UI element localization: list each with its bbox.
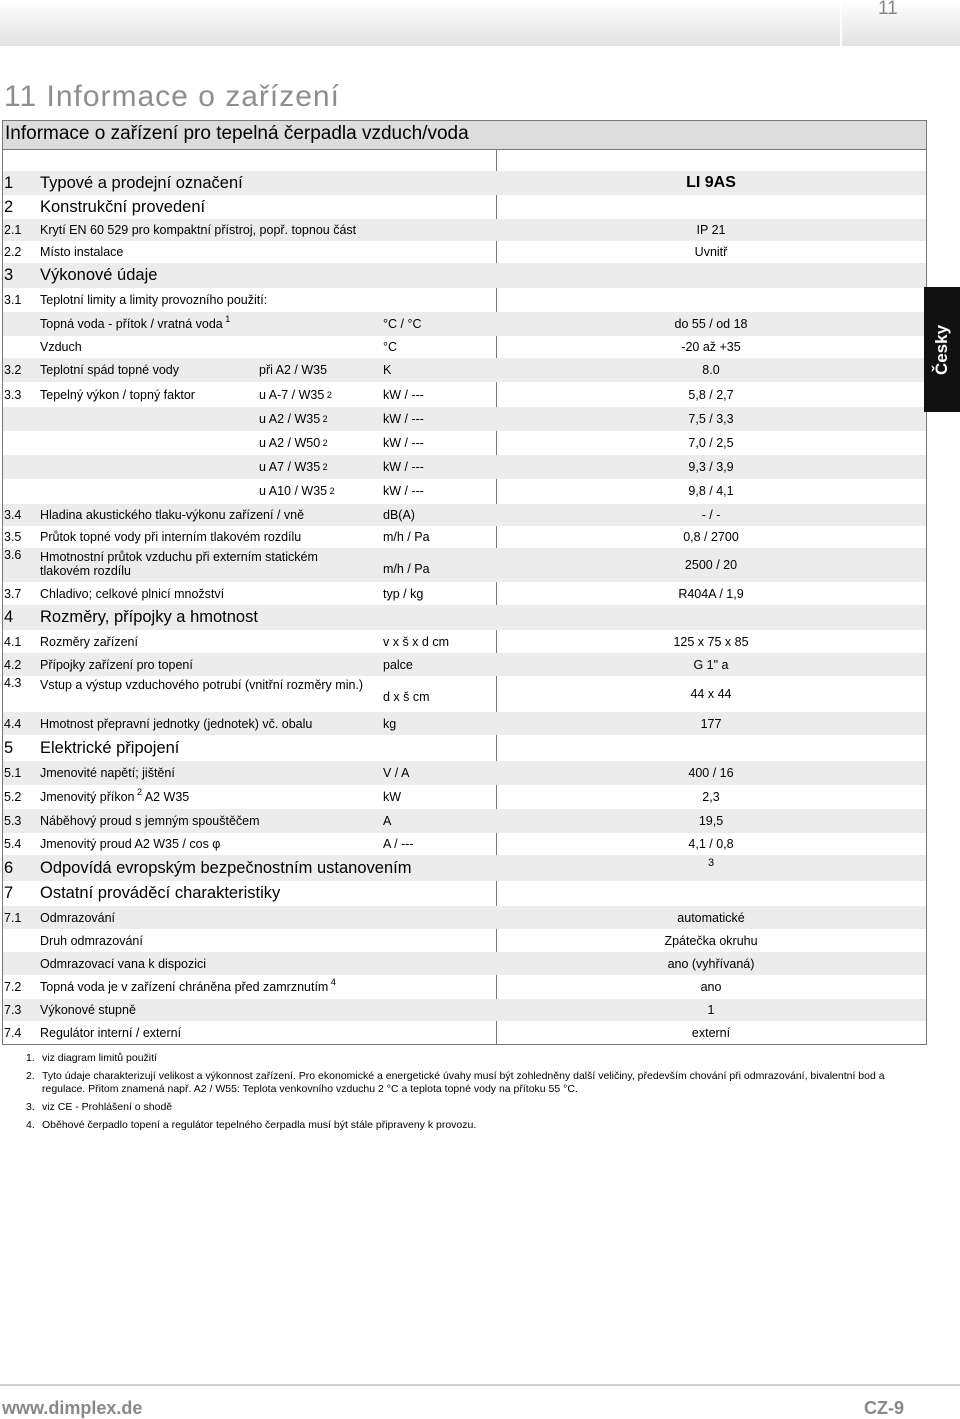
row-number: 3 [4, 266, 14, 284]
table-row [3, 382, 926, 407]
row-label-text: Odmrazovací vana k dispozici [40, 956, 207, 971]
row-label [40, 382, 195, 407]
row-number: 6 [4, 858, 14, 877]
row-label-text: Odmrazování [40, 910, 116, 925]
row-unit: A [383, 814, 392, 828]
row-label [40, 219, 356, 241]
row-label [40, 833, 220, 855]
row-unit: kg [383, 716, 397, 731]
footnote-number: 1. [26, 1052, 35, 1064]
row-label [40, 548, 370, 582]
row-value: 19,5 [698, 814, 724, 828]
table-title: Informace o zařízení pro tepelná čerpadla vzduch/voda [5, 123, 469, 144]
row-number: 3.2 [4, 363, 22, 377]
row-label-text: Regulátor interní / externí [40, 1025, 182, 1040]
row-number: 7.2 [4, 980, 22, 994]
row-label [40, 881, 280, 906]
row-label [40, 336, 82, 358]
row-unit: A / --- [383, 837, 414, 851]
table-row [3, 630, 926, 653]
row-unit: dB(A) [383, 508, 415, 522]
row-label [40, 526, 301, 548]
footnote-number: 2. [26, 1070, 35, 1082]
page-header-band [0, 0, 960, 46]
table-row [3, 735, 926, 761]
row-label [40, 241, 123, 263]
row-label [40, 785, 189, 809]
row-label [40, 809, 260, 833]
row-label-text: Vzduch [40, 340, 82, 354]
table-row [3, 504, 926, 526]
table-row [3, 358, 926, 382]
row-label-text: Tepelný výkon / topný faktor [40, 387, 195, 402]
footnote-number: 4. [26, 1119, 35, 1131]
table-row [3, 582, 926, 605]
row-label-text: Chladivo; celkové plnicí množství [40, 586, 225, 601]
footer-url[interactable]: www.dimplex.de [2, 1398, 143, 1418]
row-number: 4.2 [4, 657, 22, 672]
row-unit: kW / --- [383, 460, 424, 474]
row-condition: u A2 / W50 2 [259, 436, 328, 450]
table-row [3, 855, 926, 881]
row-number: 7 [4, 884, 14, 902]
row-condition [259, 358, 327, 382]
row-value: G 1" a [693, 657, 729, 672]
row-label [40, 312, 230, 336]
row-number: 1 [4, 173, 14, 192]
row-label [40, 999, 136, 1021]
row-unit: K [383, 363, 392, 377]
row-label [40, 195, 205, 219]
row-label [40, 582, 224, 605]
row-label [40, 504, 304, 526]
row-number: 3.1 [4, 293, 22, 307]
footnote-text: Oběhové čerpadlo topení a regulátor tepelného čerpadla musí být stále připraveny k provozu. [42, 1119, 477, 1131]
table-title-bar [3, 121, 926, 150]
row-label-text: Hladina akustického tlaku-výkonu zařízení / vně [40, 508, 305, 522]
table-row [3, 833, 926, 855]
row-value: 44 x 44 [690, 687, 732, 701]
row-value: LI 9AS [686, 174, 736, 191]
row-condition: u A-7 / W35 2 [259, 387, 332, 402]
row-value: 125 x 75 x 85 [673, 634, 749, 649]
row-value: 3 [707, 857, 715, 869]
row-value: 7,0 / 2,5 [688, 436, 734, 450]
row-value: Zpátečka okruhu [664, 933, 758, 948]
table-row [3, 479, 926, 503]
row-number: 5.3 [4, 814, 22, 828]
row-number: 3.7 [4, 586, 22, 601]
footer-page-code: CZ-9 [864, 1398, 904, 1418]
row-label [40, 712, 312, 735]
row-label-text: Jmenovitý proud A2 W35 / cos φ [40, 837, 221, 851]
page-number: 11 [878, 0, 898, 19]
row-label [40, 906, 115, 929]
row-value: -20 až +35 [681, 340, 741, 354]
row-unit: typ / kg [383, 586, 424, 601]
row-value: - / - [701, 508, 721, 522]
row-label [40, 735, 179, 761]
table-row [3, 785, 926, 809]
row-label [40, 929, 143, 952]
row-label-text: Rozměry zařízení [40, 634, 138, 649]
row-label-text: Krytí EN 60 529 pro kompaktní přístroj, popř. topnou část [40, 223, 357, 237]
row-unit: kW / --- [383, 484, 424, 498]
footer-divider [0, 1384, 960, 1386]
page-header-separator [840, 0, 842, 46]
table-row [3, 605, 926, 630]
row-value: 9,8 / 4,1 [688, 484, 734, 498]
row-condition-text: u A-7 / W35 [259, 387, 325, 402]
row-unit: °C / °C [383, 317, 422, 331]
row-value: 2,3 [702, 790, 720, 804]
row-number: 3.6 [4, 548, 22, 562]
row-number: 4 [4, 608, 14, 626]
table-row [3, 455, 926, 479]
row-unit: m/h / Pa [383, 530, 430, 544]
row-number: 5.1 [4, 766, 22, 780]
row-number: 5.2 [4, 790, 22, 804]
row-unit: kW / --- [383, 436, 424, 450]
table-row [3, 526, 926, 548]
row-unit: m/h / Pa [383, 562, 430, 576]
row-value: 177 [700, 716, 722, 731]
row-value: 2500 / 20 [684, 558, 738, 572]
row-label-tail: A2 W35 [142, 790, 190, 804]
row-condition-text: při A2 / W35 [259, 363, 328, 377]
row-label-text: Hmotnostní průtok vzduchu při externím statickém tlakovém rozdílu [40, 550, 318, 578]
row-value: ano (vyhřívaná) [667, 956, 755, 971]
row-value: 1 [707, 1003, 715, 1017]
row-number: 7.4 [4, 1025, 22, 1040]
row-value: 5,8 / 2,7 [688, 387, 734, 402]
table-row [3, 906, 926, 929]
table-row [3, 952, 926, 975]
footnote-number: 3. [26, 1101, 35, 1113]
row-label-text: Teplotní limity a limity provozního použití: [40, 293, 268, 307]
row-label-text: Výkonové stupně [40, 1003, 136, 1017]
row-number: 5 [4, 738, 14, 757]
table-row [3, 676, 926, 712]
table-row [3, 975, 926, 999]
footnote-text: Tyto údaje charakterizují velikost a výkonnost zařízení. Pro ekonomické a energetické úvahy musí být zohledněny další veličiny, především chování při odmrazování, bivalentní bod a regulace. Přitom znamená např. A2 / W55: Teplota venkovního vzduchu 2 °C a teplota topné vody na přítoku 55 °C. [42, 1070, 885, 1095]
row-number: 2.1 [4, 223, 22, 237]
table-row [3, 548, 926, 582]
row-label-text: Výkonové údaje [40, 266, 158, 284]
row-number: 7.3 [4, 1003, 22, 1017]
row-label-text: Vstup a výstup vzduchového potrubí (vnitřní rozměry min.) [40, 678, 364, 692]
row-value: 9,3 / 3,9 [688, 460, 734, 474]
row-label-text: Druh odmrazování [40, 933, 143, 948]
row-value: 7,5 / 3,3 [688, 412, 734, 426]
row-value: 4,1 / 0,8 [688, 837, 734, 851]
table-row [3, 288, 926, 312]
row-value: automatické [677, 910, 745, 925]
table-row [3, 171, 926, 195]
row-label [40, 171, 243, 195]
footnote-text: viz diagram limitů použití [42, 1052, 157, 1064]
table-row [3, 263, 926, 288]
table-row [3, 712, 926, 735]
row-unit: kW [383, 790, 402, 804]
row-number: 4.4 [4, 716, 22, 731]
row-label [40, 761, 175, 785]
row-label-text: Průtok topné vody při interním tlakovém rozdílu [40, 530, 302, 544]
row-number: 3.4 [4, 508, 22, 522]
row-unit: palce [383, 657, 413, 672]
footnote-ref: 2 [134, 787, 142, 797]
row-label [40, 605, 258, 630]
table-row [3, 929, 926, 952]
row-label-text: Přípojky zařízení pro topení [40, 657, 193, 672]
row-label-text: Topná voda - přítok / vratná voda $^1$ [40, 314, 231, 331]
chapter-title: 11 Informace o zařízení [4, 80, 340, 114]
row-label-text: Teplotní spád topné vody [40, 363, 179, 377]
table-row [3, 881, 926, 906]
row-number: 3.5 [4, 530, 22, 544]
row-value: 0,8 / 2700 [683, 530, 739, 544]
row-label [40, 288, 267, 312]
row-condition-text: u A2 / W50 [259, 436, 321, 450]
table-row [3, 407, 926, 431]
row-unit: V / A [383, 766, 410, 780]
row-label-text: Jmenovitý příkon $^2$ [40, 787, 142, 804]
row-label-text: Jmenovité napětí; jištění [40, 766, 175, 780]
table-row [3, 761, 926, 785]
table-row [3, 431, 926, 455]
row-label [40, 975, 336, 999]
footnote-ref: 4 [328, 977, 336, 987]
row-condition: u A7 / W35 2 [259, 460, 328, 474]
row-label [40, 855, 411, 881]
row-label-text: Místo instalace [40, 245, 124, 259]
row-number: 3.3 [4, 387, 22, 402]
row-label [40, 358, 179, 382]
row-unit: kW / --- [383, 412, 424, 426]
row-value: Uvnitř [694, 245, 728, 259]
row-value: R404A / 1,9 [678, 586, 744, 601]
row-condition: u A2 / W35 2 [259, 412, 328, 426]
row-number: 5.4 [4, 837, 22, 851]
row-label-text: Rozměry, přípojky a hmotnost [40, 608, 258, 626]
table-row [3, 219, 926, 241]
row-label-text: Typové a prodejní označení [40, 173, 243, 192]
row-label [40, 952, 206, 975]
row-number: 4.1 [4, 634, 22, 649]
table-row [3, 809, 926, 833]
footnote-ref: 1 [222, 314, 231, 324]
row-label-text: Topná voda je v zařízení chráněna před zamrznutím $^4$ [40, 977, 336, 994]
language-tab-label: Česky [932, 324, 951, 375]
row-label [40, 630, 138, 653]
row-value: 8.0 [702, 363, 720, 377]
row-unit: °C [383, 340, 398, 354]
row-label-text: Elektrické připojení [40, 738, 180, 757]
table-row [3, 336, 926, 358]
row-number: 7.1 [4, 910, 22, 925]
row-unit: kW / --- [383, 387, 424, 402]
table-row [3, 1021, 926, 1044]
row-label [40, 676, 370, 712]
table-row [3, 653, 926, 676]
footnote-text: viz CE - Prohlášení o shodě [42, 1101, 173, 1113]
row-label [40, 653, 193, 676]
device-info-table [2, 120, 927, 1045]
row-unit: d x š cm [383, 690, 430, 704]
row-condition-text: u A2 / W35 [259, 412, 321, 426]
table-row [3, 312, 926, 336]
row-value: externí [691, 1025, 731, 1040]
row-label [40, 1021, 181, 1044]
row-label [40, 263, 157, 288]
row-value: IP 21 [696, 223, 726, 237]
row-label-text: Náběhový proud s jemným spouštěčem [40, 814, 260, 828]
row-label-text: Konstrukční provedení [40, 197, 206, 216]
row-label-text: Ostatní prováděcí charakteristiky [40, 884, 281, 902]
row-value: do 55 / od 18 [674, 317, 748, 331]
row-condition-text: u A7 / W35 [259, 460, 321, 474]
table-row [3, 195, 926, 219]
row-number: 2 [4, 197, 14, 216]
row-unit: v x š x d cm [383, 634, 449, 649]
row-number: 2.2 [4, 245, 22, 259]
table-row [3, 241, 926, 263]
row-value: 400 / 16 [688, 766, 734, 780]
language-tab [924, 287, 960, 412]
row-condition-text: u A10 / W35 [259, 484, 328, 498]
row-number: 4.3 [4, 676, 22, 690]
row-label-text: Hmotnost přepravní jednotky (jednotek) vč. obalu [40, 716, 313, 731]
row-value: ano [700, 980, 722, 994]
row-condition: u A10 / W35 2 [259, 484, 335, 498]
table-row [3, 999, 926, 1021]
row-label-text: Odpovídá evropským bezpečnostním ustanovením [40, 858, 412, 877]
